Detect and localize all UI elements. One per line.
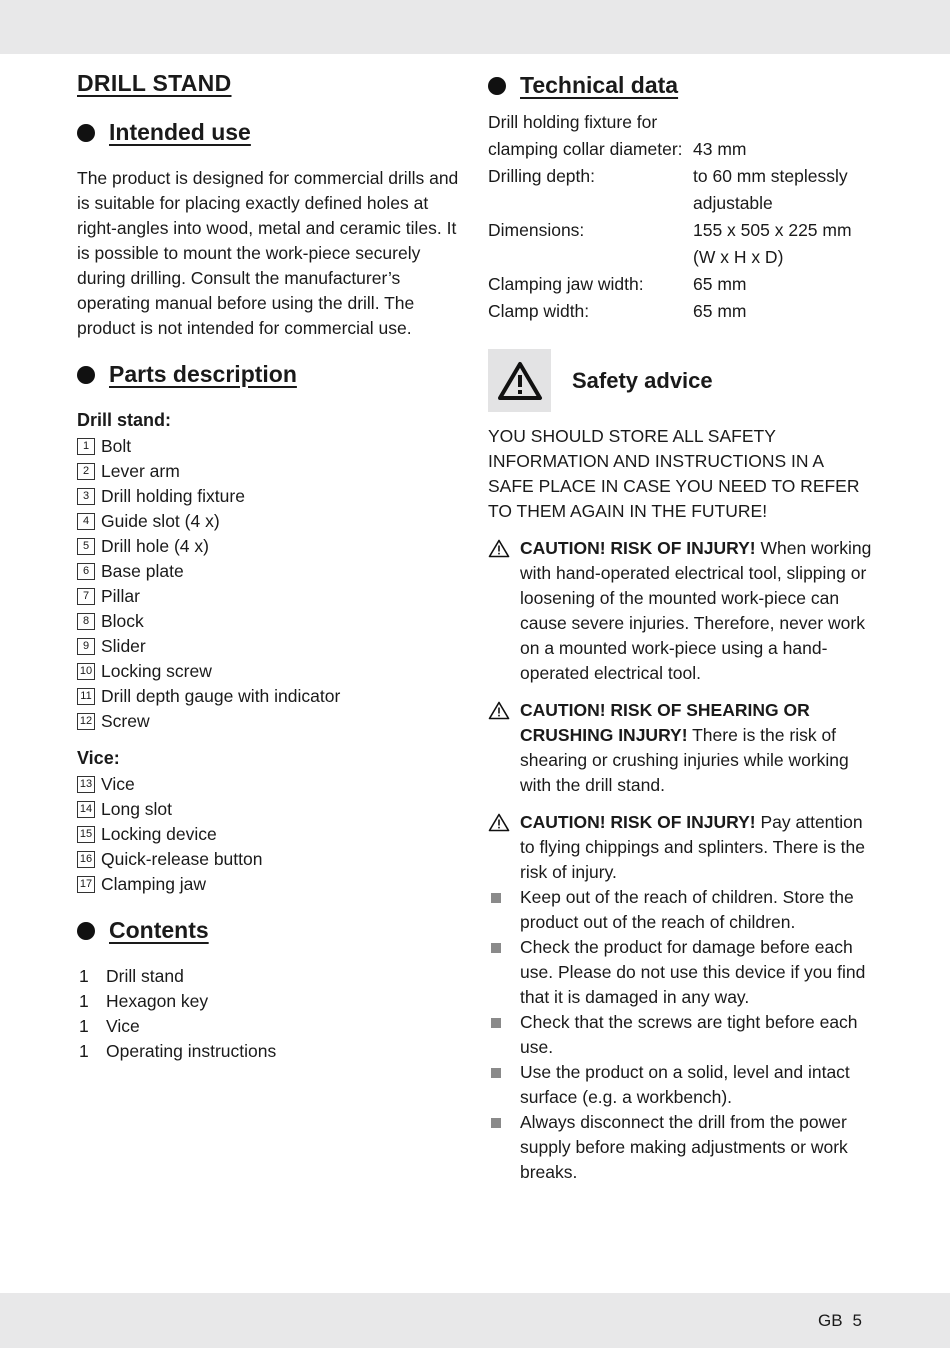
technical-data-table: [488, 136, 873, 325]
list-item: 11 Drill depth gauge with indicator: [77, 684, 462, 709]
part-number-box: 12: [77, 713, 95, 730]
table-row: Dimensions: 155 x 505 x 225 mm (W x H x D): [488, 220, 852, 267]
list-item: 5 Drill hole (4 x): [77, 534, 462, 559]
table-row: Drilling depth: to 60 mm steplessly adjustable: [488, 166, 848, 213]
part-number-box: 4: [77, 513, 95, 530]
part-number-box: 17: [77, 876, 95, 893]
document-title: DRILL STAND: [77, 70, 232, 96]
right-column: [488, 70, 873, 1185]
list-item: 14 Long slot: [77, 797, 462, 822]
language-code: GB: [817, 1311, 843, 1330]
part-number-box: 15: [77, 826, 95, 843]
caution-block: CAUTION! RISK OF INJURY! When working with hand-operated electrical tool, slipping or loosening of the mounted work-piece can cause severe injuries. Therefore, never work on a mounted work-piece using a hand-operated electrical tool.: [488, 536, 873, 686]
drill-stand-parts-list: [77, 434, 462, 734]
list-item: 10 Locking screw: [77, 659, 462, 684]
square-bullet-icon: [488, 1060, 520, 1110]
part-number-box: 6: [77, 563, 95, 580]
list-item: 16 Quick-release button: [77, 847, 462, 872]
safety-advice-title: Safety advice: [572, 367, 713, 393]
part-number-box: 10: [77, 663, 95, 680]
part-number-box: 1: [77, 438, 95, 455]
bullet-dot-icon: [77, 922, 95, 940]
intended-use-text: The product is designed for commercial drills and is suitable for placing exactly defined holes at right-angles into wood, metal and ceramic tiles. It is possible to mount the work-piece securely during drilling. Consult the manufacturer’s operating manual before using the drill. The product is not intended for commercial use.: [77, 168, 459, 338]
top-band: [0, 0, 950, 54]
square-bullet-icon: [488, 1110, 520, 1185]
bullet-dot-icon: [77, 366, 95, 384]
drill-stand-label: Drill stand:: [77, 410, 172, 430]
vice-label: Vice:: [77, 748, 120, 768]
caution-block: CAUTION! RISK OF INJURY! Pay attention to flying chippings and splinters. There is the risk of injury.: [488, 810, 873, 885]
caution-block: CAUTION! RISK OF SHEARING OR CRUSHING INJURY! There is the risk of shearing or crushing injuries while working with the drill stand.: [488, 698, 873, 798]
list-item: 2 Lever arm: [77, 459, 462, 484]
caution-triangle-icon: [488, 698, 520, 798]
part-number-box: 2: [77, 463, 95, 480]
square-bullet-icon: [488, 1010, 520, 1060]
parts-description-heading: Parts description: [77, 361, 462, 388]
list-item: 3 Drill holding fixture: [77, 484, 462, 509]
list-item: 1 Operating instructions: [79, 1041, 277, 1061]
part-number-box: 9: [77, 638, 95, 655]
part-number-box: 14: [77, 801, 95, 818]
caution-triangle-icon: [488, 536, 520, 686]
vice-parts-list: [77, 772, 462, 897]
part-number-box: 3: [77, 488, 95, 505]
contents-list: [77, 964, 462, 1064]
table-row: Clamp width: 65 mm: [488, 301, 747, 321]
warning-triangle-icon: [488, 349, 551, 412]
list-item: Use the product on a solid, level and intact surface (e.g. a workbench).: [488, 1060, 873, 1110]
page-number: 5: [852, 1311, 862, 1330]
list-item: 17 Clamping jaw: [77, 872, 462, 897]
page-footer: [818, 1311, 862, 1331]
table-row: clamping collar diameter: 43 mm: [488, 139, 747, 159]
list-item: 4 Guide slot (4 x): [77, 509, 462, 534]
caution-triangle-icon: [488, 810, 520, 885]
list-item: 6 Base plate: [77, 559, 462, 584]
list-item: Check the product for damage before each use. Please do not use this device if you find that it is damaged in any way.: [488, 935, 873, 1010]
bullet-dot-icon: [488, 77, 506, 95]
part-number-box: 7: [77, 588, 95, 605]
intended-use-heading: Intended use: [77, 119, 462, 146]
part-number-box: 8: [77, 613, 95, 630]
list-item: Keep out of the reach of children. Store the product out of the reach of children.: [488, 885, 873, 935]
list-item: 1 Hexagon key: [79, 991, 209, 1011]
part-number-box: 16: [77, 851, 95, 868]
list-item: 12 Screw: [77, 709, 462, 734]
part-number-box: 5: [77, 538, 95, 555]
table-row: Clamping jaw width: 65 mm: [488, 274, 747, 294]
list-item: 1 Drill stand: [79, 966, 184, 986]
part-number-box: 13: [77, 776, 95, 793]
safety-advice-header: [488, 349, 873, 412]
square-bullet-icon: [488, 935, 520, 1010]
list-item: 1 Vice: [79, 1016, 140, 1036]
list-item: Check that the screws are tight before each use.: [488, 1010, 873, 1060]
safety-intro-text: YOU SHOULD STORE ALL SAFETY INFORMATION AND INSTRUCTIONS IN A SAFE PLACE IN CASE YOU NEED TO REFER TO THEM AGAIN IN THE FUTURE!: [488, 426, 860, 521]
list-item: 15 Locking device: [77, 822, 462, 847]
part-number-box: 11: [77, 688, 95, 705]
square-bullet-icon: [488, 885, 520, 935]
bottom-band: [0, 1293, 950, 1348]
bullet-dot-icon: [77, 124, 95, 142]
list-item: 13 Vice: [77, 772, 462, 797]
left-column: [77, 70, 462, 1064]
technical-data-heading: Technical data: [488, 72, 873, 99]
safety-bullet-list: [488, 885, 873, 1185]
list-item: 7 Pillar: [77, 584, 462, 609]
list-item: 8 Block: [77, 609, 462, 634]
contents-heading: Contents: [77, 917, 462, 944]
list-item: Always disconnect the drill from the power supply before making adjustments or work breaks.: [488, 1110, 873, 1185]
list-item: 1 Bolt: [77, 434, 462, 459]
technical-intro: Drill holding fixture for: [488, 112, 658, 132]
list-item: 9 Slider: [77, 634, 462, 659]
